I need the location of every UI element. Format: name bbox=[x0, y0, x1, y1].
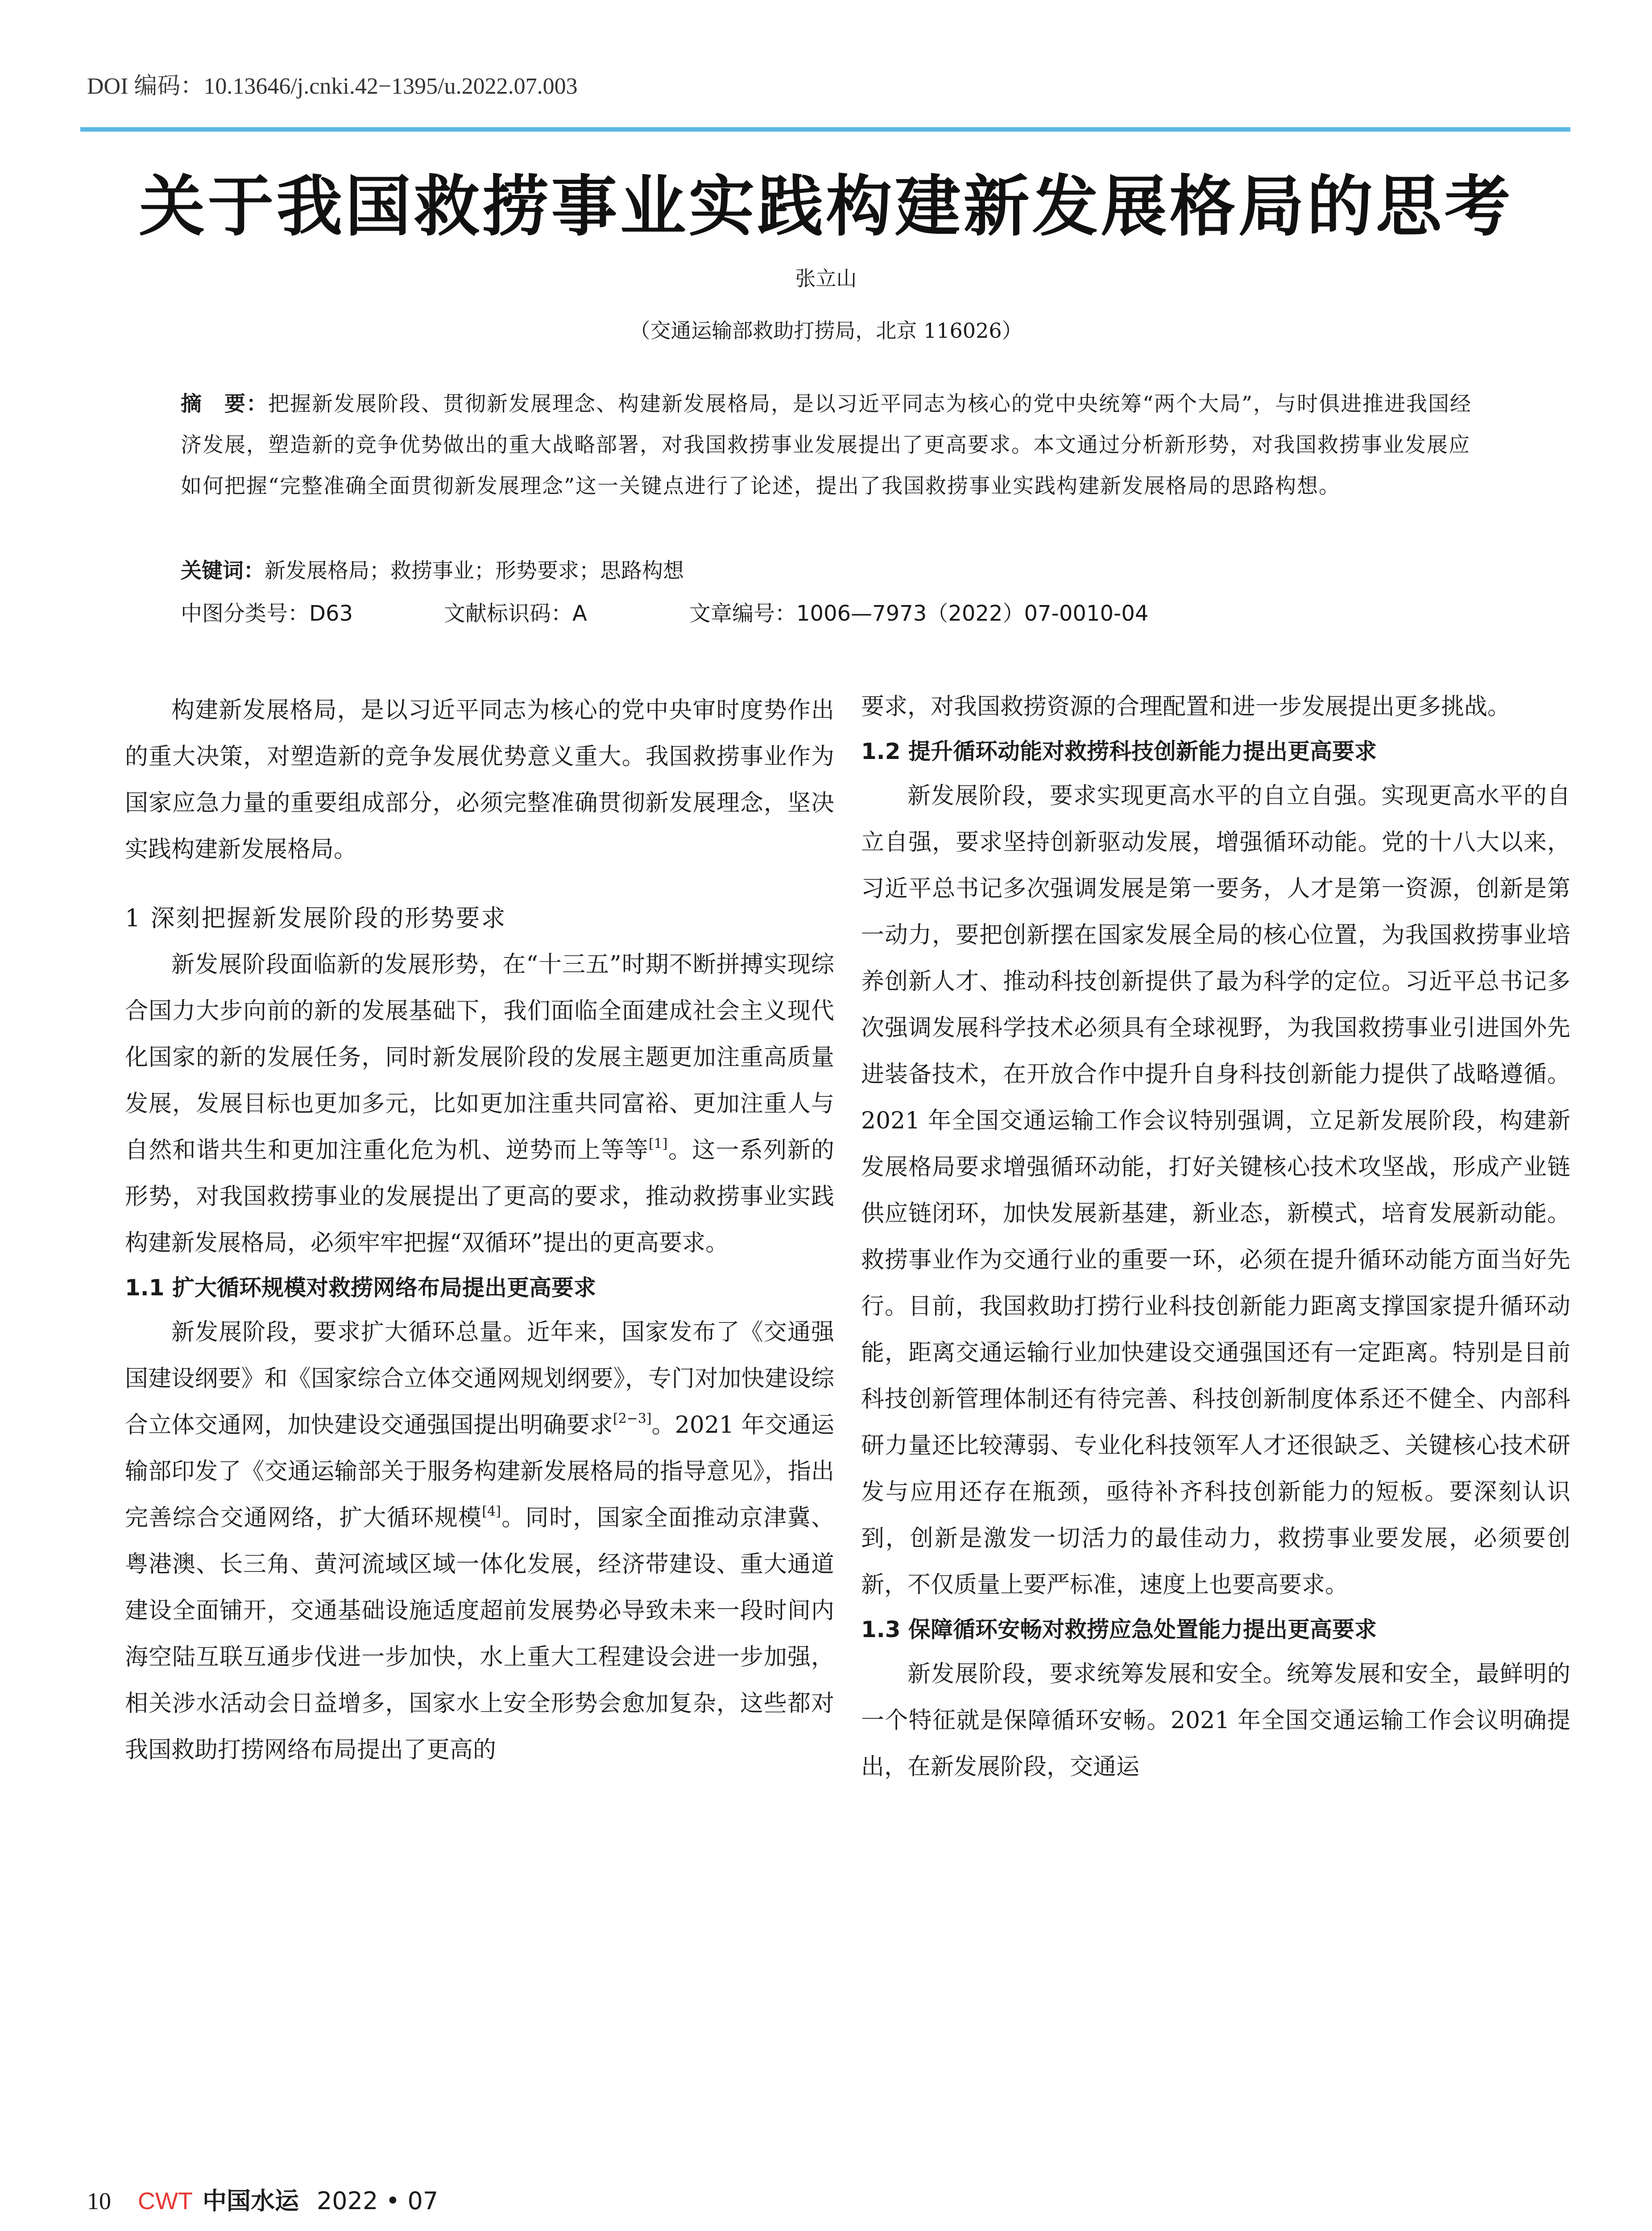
keywords-label: 关键词： bbox=[181, 559, 265, 583]
issue-number: 2022 • 07 bbox=[316, 2187, 439, 2215]
keywords-text: 新发展格局；救捞事业；形势要求；思路构想 bbox=[265, 559, 684, 583]
classification-line bbox=[181, 598, 1497, 629]
affiliation: （交通运输部救助打捞局，北京 116026） bbox=[629, 319, 1023, 343]
subsection-1-1-text-c: 。同时，国家全面推动京津冀、粤港澳、长三角、黄河流域区域一体化发展，经济带建设、重大通道建设全面铺开，交通基础设施适度超前发展势必导致未来一段时间内海空陆互联互通步伐进一步加快，水上重大工程建设会进一步加强，相关涉水活动会日益增多，国家水上安全形势会愈加复杂，这些都对我国救助打捞网络布局提出了更高的 bbox=[125, 1505, 834, 1763]
subsection-1-1-text-a: 新发展阶段，要求扩大循环总量。近年来，国家发布了《交通强国建设纲要》和《国家综合立体交通网规划纲要》，专门对加快建设综合立体交通网，加快建设交通强国提出明确要求 bbox=[125, 1319, 834, 1439]
subsection-1-2-paragraph: 新发展阶段，要求实现更高水平的自立自强。实现更高水平的自立自强，要求坚持创新驱动发展，增强循环动能。党的十八大以来，习近平总书记多次强调发展是第一要务，人才是第一资源，创新是第一动力，要把创新摆在国家发展全局的核心位置，为我国救捞事业培养创新人才、推动科技创新提供了最为科学的定位。习近平总书记多次强调发展科学技术必须具有全球视野，为我国救捞事业引进国外先进装备技术，在开放合作中提升自身科技创新能力提供了战略遵循。2021 年全国交通运输工作会议特别强调，立足新发展阶段，构建新发展格局要求增强循环动能，打好关键核心技术攻坚战，形成产业链供应链闭环，加快发展新基建，新业态，新模式，培育发展新动能。救捞事业作为交通行业的重要一环，必须在提升循环动能方面当好先行。目前，我国救助打捞行业科技创新能力距离支撑国家提升循环动能，距离交通运输行业加快建设交通强国还有一定距离。特别是目前科技创新管理体制还有待完善、科技创新制度体系还不健全、内部科研力量还比较薄弱、专业化科技领军人才还很缺乏、关键核心技术研发与应用还存在瓶颈，亟待补齐科技创新能力的短板。要深刻认识到，创新是激发一切活力的最佳动力，救捞事业要发展，必须要创新，不仅质量上要严标准，速度上也要高要求。 bbox=[861, 783, 1570, 1598]
document-code: 文献标识码：A bbox=[444, 601, 587, 626]
citation: [1] bbox=[648, 1136, 668, 1152]
abstract bbox=[181, 384, 1474, 507]
subsection-1-3-heading: 1.3 保障循环安畅对救捞应急处置能力提出更高要求 bbox=[861, 1617, 1377, 1642]
header-rule bbox=[80, 127, 1570, 132]
section-1-heading: 1 深刻把握新发展阶段的形势要求 bbox=[125, 904, 507, 932]
page-footer bbox=[87, 2182, 438, 2218]
left-column bbox=[125, 687, 834, 1773]
subsection-1-1-heading: 1.1 扩大循环规模对救捞网络布局提出更高要求 bbox=[125, 1275, 596, 1301]
continued-paragraph: 要求，对我国救捞资源的合理配置和进一步发展提出更多挑战。 bbox=[861, 693, 1511, 720]
subsection-1-1-paragraph bbox=[125, 1309, 834, 1773]
page-number: 10 bbox=[87, 2188, 111, 2214]
citation: [4] bbox=[482, 1504, 501, 1519]
subsection-1-1-text-b: 。2021 年交通运输部印发了《交通运输部关于服务构建新发展格局的指导意见》，指出完善综合交通网络，扩大循环规模 bbox=[125, 1412, 834, 1531]
doi-line: DOI 编码：10.13646/j.cnki.42−1395/u.2022.07.003 bbox=[87, 74, 578, 99]
article-number: 文章编号：1006—7973（2022）07-0010-04 bbox=[689, 601, 1149, 626]
subsection-1-3-paragraph: 新发展阶段，要求统筹发展和安全。统筹发展和安全，最鲜明的一个特征就是保障循环安畅。2021 年全国交通运输工作会议明确提出，在新发展阶段，交通运 bbox=[861, 1661, 1570, 1780]
citation: [2−3] bbox=[613, 1411, 652, 1427]
section-1-paragraph bbox=[125, 941, 834, 1266]
subsection-1-2-heading: 1.2 提升循环动能对救捞科技创新能力提出更高要求 bbox=[861, 738, 1377, 764]
clc-number: 中图分类号：D63 bbox=[181, 601, 353, 626]
journal-name: 中国水运 bbox=[202, 2186, 299, 2215]
journal-logo: CWT bbox=[138, 2188, 193, 2214]
abstract-label: 摘 要： bbox=[181, 392, 268, 416]
abstract-text: 把握新发展阶段、贯彻新发展理念、构建新发展格局，是以习近平同志为核心的党中央统筹“两个大局”，与时俱进推进我国经济发展，塑造新的竞争优势做出的重大战略部署，对我国救捞事业发展提出了更高要求。本文通过分析新形势，对我国救捞事业发展应如何把握“完整准确全面贯彻新发展理念”这一关键点进行了论述，提出了我国救捞事业实践构建新发展格局的思路构想。 bbox=[181, 392, 1472, 498]
section-1-text-a: 新发展阶段面临新的发展形势，在“十三五”时期不断拼搏实现综合国力大步向前的新的发展基础下，我们面临全面建成社会主义现代化国家的新的发展任务，同时新发展阶段的发展主题更加注重高质量发展，发展目标也更加多元，比如更加注重共同富裕、更加注重人与自然和谐共生和更加注重化危为机、逆势而上等等 bbox=[125, 951, 834, 1164]
intro-paragraph: 构建新发展格局，是以习近平同志为核心的党中央审时度势作出的重大决策，对塑造新的竞争发展优势意义重大。我国救捞事业作为国家应急力量的重要组成部分，必须完整准确贯彻新发展理念，坚决实践构建新发展格局。 bbox=[125, 697, 834, 863]
right-column bbox=[861, 684, 1570, 1790]
author: 张立山 bbox=[795, 266, 857, 290]
article-title: 关于我国救捞事业实践构建新发展格局的思考 bbox=[139, 167, 1513, 245]
section-1-text-b: 。这一系列新的形势，对我国救捞事业的发展提出了更高的要求，推动救捞事业实践构建新发展格局，必须牢牢把握“双循环”提出的更高要求。 bbox=[125, 1137, 834, 1256]
keywords bbox=[181, 556, 1474, 587]
